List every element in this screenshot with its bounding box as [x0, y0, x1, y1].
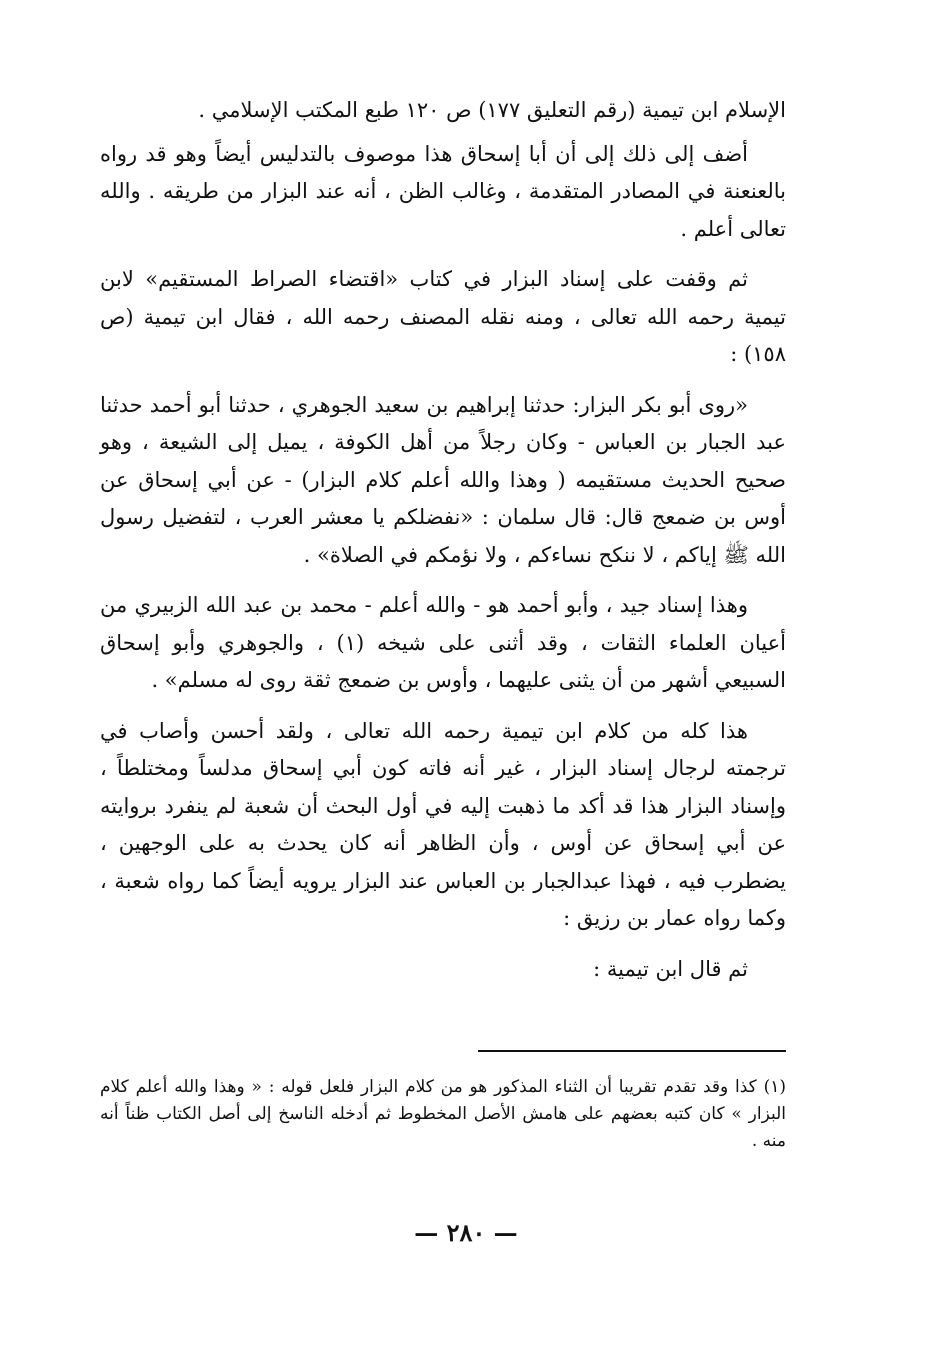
paragraph-iqtida-reference: ثم وقفت على إسناد البزار في كتاب «اقتضاء الصراط المستقيم» لابن تيمية رحمه الله تعالى ، ومنه نقله المصنف رحمه الله ، فقال ابن تيمية (ص ١٥٨) :	[100, 267, 786, 366]
page-number: — ٢٨٠ —	[414, 1218, 518, 1247]
footnote-block	[100, 1074, 786, 1155]
paragraph-continuation: الإسلام ابن تيمية (رقم التعليق ١٧٧) ص ١٢٠ طبع المكتب الإسلامي .	[198, 98, 786, 122]
paragraph-bazzar-quotation: «روى أبو بكر البزار: حدثنا إبراهيم بن سعيد الجوهري ، حدثنا أبو أحمد حدثنا عبد الجبار بن العباس - وكان رجلاً من أهل الكوفة ، يميل إلى الشيعة ، وهو صحيح الحديث مستقيمه ( وهذا والله أعلم كلام البزار) - عن أبي إسحاق عن أوس بن ضمعج قال: قال سلمان : «نفضلكم يا معشر العرب ، لتفضيل رسول الله ﷺ إياكم ، لا ننكح نساءكم ، ولا نؤمكم في الصلاة» .	[100, 392, 786, 567]
paragraph-closing-line: ثم قال ابن تيمية :	[593, 956, 748, 981]
paragraph-isnad-assessment: وهذا إسناد جيد ، وأبو أحمد هو - والله أعلم - محمد بن عبد الله الزبيري من أعيان العلماء الثقات ، وقد أثنى على شيخه (١) ، والجوهري وأبو إسحاق السبيعي أشهر من أن يثنى عليهما ، وأوس بن ضمعج ثقة روى له مسلم» .	[100, 593, 786, 692]
paragraph-author-commentary: هذا كله من كلام ابن تيمية رحمه الله تعالى ، ولقد أحسن وأصاب في ترجمته لرجال إسناد البزار ، غير أنه فاته كون أبي إسحاق مدلساً ومختلطاً ، وإسناد البزار هذا قد أكد ما ذهبت إليه في أول البحث أن شعبة لم ينفرد بروايته عن أبي إسحاق عن أوس ، وأن الظاهر أنه كان يحدث به على الوجهين ، يضطرب فيه ، فهذا عبدالجبار بن العباس عند البزار يرويه أيضاً كما رواه شعبة ، وكما رواه عمار بن رزيق :	[100, 718, 786, 930]
footnote-separator	[478, 1050, 786, 1052]
paragraph-tadlis: أضف إلى ذلك إلى أن أبا إسحاق هذا موصوف بالتدليس أيضاً وهو قد رواه بالعنعنة في المصادر المتقدمة ، وغالب الظن ، أنه عند البزار من طريقه . والله تعالى أعلم .	[100, 141, 786, 241]
main-text-block	[100, 92, 786, 1001]
footnote-text: (١) كذا وقد تقدم تقريبا أن الثناء المذكور هو من كلام البزار فلعل قوله : « وهذا والله أعلم كلام البزار » كان كتبه بعضهم على هامش الأصل المخطوط ثم أدخله الناسخ إلى أصل الكتاب ظناً أنه منه .	[100, 1077, 786, 1151]
